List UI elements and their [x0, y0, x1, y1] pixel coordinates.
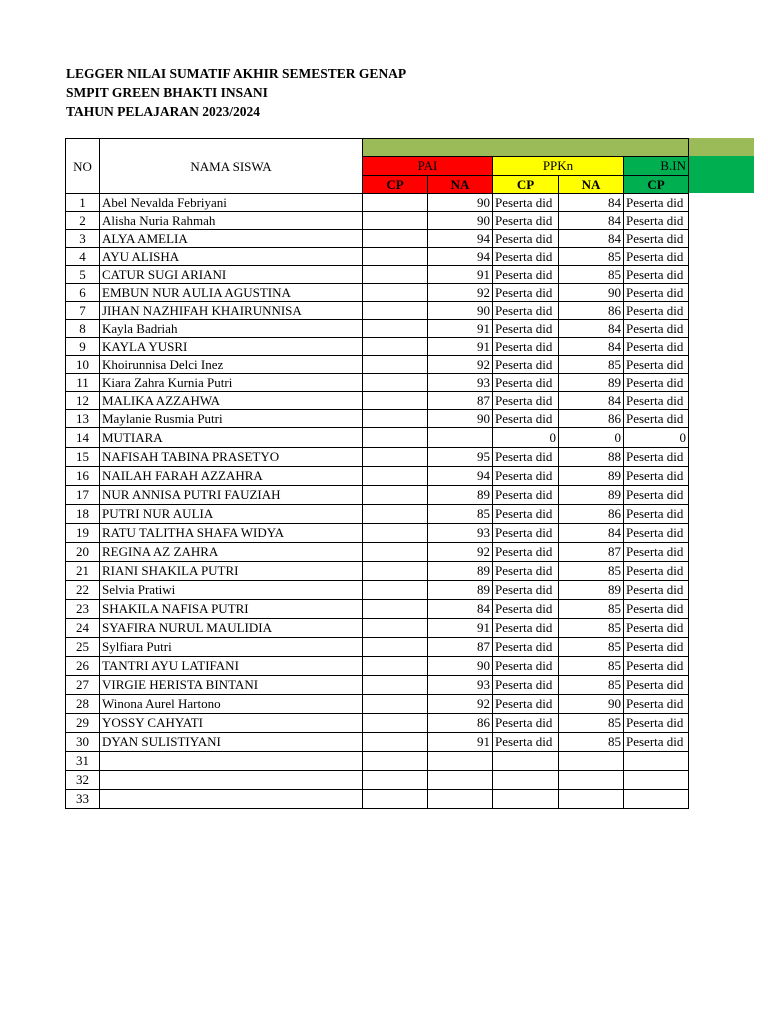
cell-pai-na: 92: [428, 356, 493, 374]
cell-ppkn-na: 84: [559, 392, 624, 410]
cell-bin-cp: Peserta did: [624, 695, 689, 714]
cell-bin-cp: Peserta did: [624, 284, 689, 302]
cell-no: 27: [66, 676, 100, 695]
cell-pai-cp: [363, 212, 428, 230]
cell-ppkn-cp: Peserta did: [493, 284, 559, 302]
table-row: [66, 284, 689, 302]
cell-student-name: RIANI SHAKILA PUTRI: [100, 562, 363, 581]
cell-ppkn-na: 85: [559, 714, 624, 733]
cell-student-name: ALYA AMELIA: [100, 230, 363, 248]
cell-pai-cp: [363, 714, 428, 733]
cell-ppkn-cp: Peserta did: [493, 448, 559, 467]
cell-ppkn-cp: Peserta did: [493, 714, 559, 733]
cell-pai-cp: [363, 467, 428, 486]
cell-pai-na: 84: [428, 600, 493, 619]
cell-ppkn-na: 84: [559, 212, 624, 230]
table-row: [66, 524, 689, 543]
header-green-band-right: [688, 156, 754, 193]
cell-no: 2: [66, 212, 100, 230]
cell-pai-na: 85: [428, 505, 493, 524]
cell-no: 15: [66, 448, 100, 467]
cell-bin-cp: Peserta did: [624, 676, 689, 695]
cell-no: 25: [66, 638, 100, 657]
cell-pai-cp: [363, 338, 428, 356]
cell-bin-cp: Peserta did: [624, 581, 689, 600]
cell-student-name: JIHAN NAZHIFAH KHAIRUNNISA: [100, 302, 363, 320]
cell-no: 4: [66, 248, 100, 266]
document-title-line3: TAHUN PELAJARAN 2023/2024: [66, 104, 261, 119]
cell-ppkn-na: 85: [559, 266, 624, 284]
cell-ppkn-na: 85: [559, 600, 624, 619]
cell-no: 17: [66, 486, 100, 505]
cell-pai-cp: [363, 194, 428, 212]
grades-table: [65, 138, 689, 809]
cell-bin-cp: Peserta did: [624, 194, 689, 212]
cell-pai-cp: [363, 302, 428, 320]
table-row: [66, 248, 689, 266]
table-row: [66, 467, 689, 486]
col-header-name: NAMA SISWA: [100, 139, 363, 194]
cell-student-name: [100, 752, 363, 771]
cell-pai-na: 91: [428, 266, 493, 284]
cell-ppkn-cp: Peserta did: [493, 486, 559, 505]
cell-bin-cp: Peserta did: [624, 392, 689, 410]
cell-ppkn-cp: Peserta did: [493, 676, 559, 695]
cell-pai-cp: [363, 284, 428, 302]
cell-ppkn-na: 89: [559, 374, 624, 392]
cell-student-name: [100, 771, 363, 790]
table-row: [66, 714, 689, 733]
cell-pai-na: 95: [428, 448, 493, 467]
cell-ppkn-cp: [493, 752, 559, 771]
cell-bin-cp: Peserta did: [624, 638, 689, 657]
cell-pai-cp: [363, 248, 428, 266]
cell-ppkn-na: 89: [559, 486, 624, 505]
cell-pai-cp: [363, 562, 428, 581]
cell-pai-na: 93: [428, 374, 493, 392]
cell-ppkn-cp: Peserta did: [493, 543, 559, 562]
cell-pai-na: [428, 428, 493, 448]
cell-ppkn-cp: Peserta did: [493, 562, 559, 581]
cell-pai-na: 91: [428, 733, 493, 752]
cell-pai-cp: [363, 695, 428, 714]
cell-pai-na: 91: [428, 619, 493, 638]
cell-ppkn-cp: Peserta did: [493, 374, 559, 392]
cell-pai-na: 93: [428, 676, 493, 695]
cell-student-name: MUTIARA: [100, 428, 363, 448]
cell-ppkn-cp: Peserta did: [493, 302, 559, 320]
cell-student-name: Kiara Zahra Kurnia Putri: [100, 374, 363, 392]
cell-student-name: PUTRI NUR AULIA: [100, 505, 363, 524]
cell-ppkn-na: 86: [559, 410, 624, 428]
table-row: [66, 657, 689, 676]
table-row: [66, 752, 689, 771]
cell-pai-cp: [363, 410, 428, 428]
cell-student-name: EMBUN NUR AULIA AGUSTINA: [100, 284, 363, 302]
cell-ppkn-cp: Peserta did: [493, 266, 559, 284]
cell-ppkn-na: 86: [559, 302, 624, 320]
cell-pai-na: 86: [428, 714, 493, 733]
cell-ppkn-cp: Peserta did: [493, 524, 559, 543]
table-row: [66, 638, 689, 657]
cell-no: 32: [66, 771, 100, 790]
cell-student-name: [100, 790, 363, 809]
table-row: [66, 543, 689, 562]
cell-pai-na: 90: [428, 657, 493, 676]
table-row: [66, 733, 689, 752]
cell-bin-cp: Peserta did: [624, 410, 689, 428]
cell-ppkn-cp: Peserta did: [493, 410, 559, 428]
cell-no: 30: [66, 733, 100, 752]
cell-pai-na: [428, 790, 493, 809]
cell-ppkn-na: 85: [559, 676, 624, 695]
table-row: [66, 320, 689, 338]
cell-ppkn-cp: Peserta did: [493, 600, 559, 619]
cell-pai-cp: [363, 771, 428, 790]
cell-pai-na: 90: [428, 194, 493, 212]
cell-no: 31: [66, 752, 100, 771]
table-row: [66, 374, 689, 392]
table-row: [66, 410, 689, 428]
cell-ppkn-na: 90: [559, 695, 624, 714]
table-row: [66, 302, 689, 320]
cell-ppkn-na: 86: [559, 505, 624, 524]
cell-no: 8: [66, 320, 100, 338]
cell-pai-cp: [363, 374, 428, 392]
cell-pai-cp: [363, 638, 428, 657]
cell-pai-na: 94: [428, 230, 493, 248]
cell-pai-cp: [363, 676, 428, 695]
cell-ppkn-cp: Peserta did: [493, 638, 559, 657]
cell-ppkn-na: 85: [559, 733, 624, 752]
cell-no: 13: [66, 410, 100, 428]
cell-pai-na: 94: [428, 467, 493, 486]
cell-ppkn-cp: [493, 771, 559, 790]
cell-pai-cp: [363, 392, 428, 410]
cell-student-name: Maylanie Rusmia Putri: [100, 410, 363, 428]
cell-pai-cp: [363, 505, 428, 524]
cell-pai-cp: [363, 486, 428, 505]
cell-pai-na: 90: [428, 212, 493, 230]
cell-ppkn-cp: Peserta did: [493, 467, 559, 486]
cell-bin-cp: Peserta did: [624, 486, 689, 505]
document-title-line1: LEGGER NILAI SUMATIF AKHIR SEMESTER GENAP: [66, 66, 407, 81]
bin-cp-header: CP: [624, 175, 689, 193]
cell-bin-cp: Peserta did: [624, 543, 689, 562]
cell-ppkn-cp: Peserta did: [493, 695, 559, 714]
cell-ppkn-na: 85: [559, 638, 624, 657]
cell-ppkn-na: 84: [559, 338, 624, 356]
cell-student-name: KAYLA YUSRI: [100, 338, 363, 356]
table-row: [66, 266, 689, 284]
ppkn-cp-header: CP: [493, 175, 559, 193]
cell-bin-cp: [624, 771, 689, 790]
cell-no: 1: [66, 194, 100, 212]
ppkn-na-header: NA: [559, 175, 624, 193]
cell-student-name: TANTRI AYU LATIFANI: [100, 657, 363, 676]
cell-pai-cp: [363, 356, 428, 374]
cell-pai-cp: [363, 266, 428, 284]
header-top-band: [363, 139, 689, 157]
table-row: [66, 771, 689, 790]
cell-ppkn-na: 90: [559, 284, 624, 302]
cell-pai-cp: [363, 619, 428, 638]
cell-pai-na: 94: [428, 248, 493, 266]
cell-ppkn-cp: Peserta did: [493, 505, 559, 524]
cell-pai-na: 93: [428, 524, 493, 543]
cell-ppkn-cp: Peserta did: [493, 230, 559, 248]
cell-ppkn-na: 84: [559, 194, 624, 212]
table-row: [66, 448, 689, 467]
cell-pai-na: 89: [428, 486, 493, 505]
cell-ppkn-na: 85: [559, 562, 624, 581]
table-row: [66, 581, 689, 600]
cell-bin-cp: Peserta did: [624, 320, 689, 338]
cell-bin-cp: Peserta did: [624, 467, 689, 486]
table-row: [66, 790, 689, 809]
cell-bin-cp: Peserta did: [624, 248, 689, 266]
cell-ppkn-cp: Peserta did: [493, 338, 559, 356]
cell-no: 21: [66, 562, 100, 581]
cell-student-name: CATUR SUGI ARIANI: [100, 266, 363, 284]
cell-student-name: DYAN SULISTIYANI: [100, 733, 363, 752]
cell-bin-cp: Peserta did: [624, 733, 689, 752]
cell-pai-na: 91: [428, 320, 493, 338]
table-row: [66, 486, 689, 505]
cell-pai-cp: [363, 320, 428, 338]
cell-pai-cp: [363, 752, 428, 771]
cell-ppkn-cp: Peserta did: [493, 320, 559, 338]
cell-student-name: SHAKILA NAFISA PUTRI: [100, 600, 363, 619]
cell-no: 5: [66, 266, 100, 284]
cell-student-name: REGINA AZ ZAHRA: [100, 543, 363, 562]
table-row: [66, 338, 689, 356]
cell-bin-cp: Peserta did: [624, 505, 689, 524]
cell-ppkn-cp: Peserta did: [493, 392, 559, 410]
subject-bin: B.IN: [624, 157, 689, 175]
subject-ppkn: PPKn: [493, 157, 624, 175]
cell-student-name: Kayla Badriah: [100, 320, 363, 338]
cell-no: 16: [66, 467, 100, 486]
table-row: [66, 619, 689, 638]
table-row: [66, 194, 689, 212]
cell-bin-cp: Peserta did: [624, 600, 689, 619]
cell-ppkn-na: 85: [559, 356, 624, 374]
cell-ppkn-na: 85: [559, 657, 624, 676]
cell-no: 19: [66, 524, 100, 543]
cell-ppkn-cp: 0: [493, 428, 559, 448]
cell-ppkn-na: 85: [559, 248, 624, 266]
cell-bin-cp: Peserta did: [624, 374, 689, 392]
cell-bin-cp: Peserta did: [624, 562, 689, 581]
cell-pai-na: 92: [428, 695, 493, 714]
cell-ppkn-na: 84: [559, 230, 624, 248]
cell-bin-cp: Peserta did: [624, 302, 689, 320]
pai-na-header: NA: [428, 175, 493, 193]
cell-ppkn-na: 88: [559, 448, 624, 467]
cell-no: 10: [66, 356, 100, 374]
cell-pai-na: 89: [428, 562, 493, 581]
cell-pai-cp: [363, 428, 428, 448]
cell-pai-na: 91: [428, 338, 493, 356]
cell-bin-cp: [624, 752, 689, 771]
cell-no: 18: [66, 505, 100, 524]
cell-bin-cp: Peserta did: [624, 266, 689, 284]
cell-ppkn-na: 0: [559, 428, 624, 448]
cell-ppkn-na: [559, 790, 624, 809]
cell-pai-cp: [363, 600, 428, 619]
cell-no: 9: [66, 338, 100, 356]
cell-ppkn-cp: Peserta did: [493, 657, 559, 676]
cell-ppkn-na: 87: [559, 543, 624, 562]
cell-student-name: Abel Nevalda Febriyani: [100, 194, 363, 212]
table-row: [66, 695, 689, 714]
cell-ppkn-na: 85: [559, 619, 624, 638]
table-row: [66, 562, 689, 581]
cell-bin-cp: Peserta did: [624, 657, 689, 676]
cell-student-name: Selvia Pratiwi: [100, 581, 363, 600]
cell-pai-cp: [363, 230, 428, 248]
cell-pai-cp: [363, 581, 428, 600]
pai-cp-header: CP: [363, 175, 428, 193]
cell-ppkn-na: 84: [559, 524, 624, 543]
cell-no: 6: [66, 284, 100, 302]
cell-no: 12: [66, 392, 100, 410]
cell-pai-na: 92: [428, 284, 493, 302]
table-row: [66, 505, 689, 524]
cell-pai-na: 89: [428, 581, 493, 600]
cell-bin-cp: Peserta did: [624, 230, 689, 248]
cell-pai-na: 92: [428, 543, 493, 562]
cell-ppkn-cp: Peserta did: [493, 581, 559, 600]
cell-bin-cp: 0: [624, 428, 689, 448]
cell-pai-cp: [363, 657, 428, 676]
cell-pai-cp: [363, 524, 428, 543]
table-row: [66, 676, 689, 695]
cell-student-name: AYU ALISHA: [100, 248, 363, 266]
cell-no: 22: [66, 581, 100, 600]
table-row: [66, 392, 689, 410]
cell-ppkn-na: [559, 752, 624, 771]
cell-ppkn-cp: Peserta did: [493, 733, 559, 752]
cell-bin-cp: Peserta did: [624, 212, 689, 230]
cell-student-name: MALIKA AZZAHWA: [100, 392, 363, 410]
cell-student-name: Khoirunnisa Delci Inez: [100, 356, 363, 374]
cell-no: 33: [66, 790, 100, 809]
cell-pai-na: 90: [428, 302, 493, 320]
cell-ppkn-cp: Peserta did: [493, 356, 559, 374]
cell-student-name: NAFISAH TABINA PRASETYO: [100, 448, 363, 467]
cell-student-name: NUR ANNISA PUTRI FAUZIAH: [100, 486, 363, 505]
cell-student-name: Winona Aurel Hartono: [100, 695, 363, 714]
cell-no: 11: [66, 374, 100, 392]
cell-ppkn-cp: [493, 790, 559, 809]
cell-bin-cp: Peserta did: [624, 338, 689, 356]
cell-no: 26: [66, 657, 100, 676]
cell-pai-na: [428, 771, 493, 790]
cell-no: 20: [66, 543, 100, 562]
table-row: [66, 212, 689, 230]
document-title-line2: SMPIT GREEN BHAKTI INSANI: [66, 85, 268, 100]
cell-ppkn-na: [559, 771, 624, 790]
cell-ppkn-na: 84: [559, 320, 624, 338]
cell-pai-cp: [363, 790, 428, 809]
cell-student-name: VIRGIE HERISTA BINTANI: [100, 676, 363, 695]
cell-ppkn-cp: Peserta did: [493, 194, 559, 212]
cell-student-name: Alisha Nuria Rahmah: [100, 212, 363, 230]
cell-pai-na: 87: [428, 638, 493, 657]
cell-no: 7: [66, 302, 100, 320]
cell-no: 28: [66, 695, 100, 714]
table-row: [66, 428, 689, 448]
cell-bin-cp: Peserta did: [624, 524, 689, 543]
col-header-no: NO: [66, 139, 100, 194]
subject-pai: PAI: [363, 157, 493, 175]
cell-no: 3: [66, 230, 100, 248]
cell-pai-cp: [363, 448, 428, 467]
cell-pai-cp: [363, 733, 428, 752]
table-row: [66, 230, 689, 248]
cell-pai-na: [428, 752, 493, 771]
table-row: [66, 356, 689, 374]
cell-pai-na: 90: [428, 410, 493, 428]
cell-ppkn-na: 89: [559, 581, 624, 600]
cell-bin-cp: Peserta did: [624, 714, 689, 733]
cell-student-name: RATU TALITHA SHAFA WIDYA: [100, 524, 363, 543]
cell-ppkn-na: 89: [559, 467, 624, 486]
cell-student-name: SYAFIRA NURUL MAULIDIA: [100, 619, 363, 638]
cell-bin-cp: [624, 790, 689, 809]
cell-ppkn-cp: Peserta did: [493, 212, 559, 230]
cell-ppkn-cp: Peserta did: [493, 248, 559, 266]
cell-student-name: NAILAH FARAH AZZAHRA: [100, 467, 363, 486]
cell-no: 23: [66, 600, 100, 619]
table-row: [66, 600, 689, 619]
cell-bin-cp: Peserta did: [624, 356, 689, 374]
cell-bin-cp: Peserta did: [624, 448, 689, 467]
cell-no: 24: [66, 619, 100, 638]
cell-no: 14: [66, 428, 100, 448]
cell-bin-cp: Peserta did: [624, 619, 689, 638]
cell-no: 29: [66, 714, 100, 733]
cell-student-name: YOSSY CAHYATI: [100, 714, 363, 733]
cell-ppkn-cp: Peserta did: [493, 619, 559, 638]
cell-pai-na: 87: [428, 392, 493, 410]
cell-student-name: Sylfiara Putri: [100, 638, 363, 657]
cell-pai-cp: [363, 543, 428, 562]
